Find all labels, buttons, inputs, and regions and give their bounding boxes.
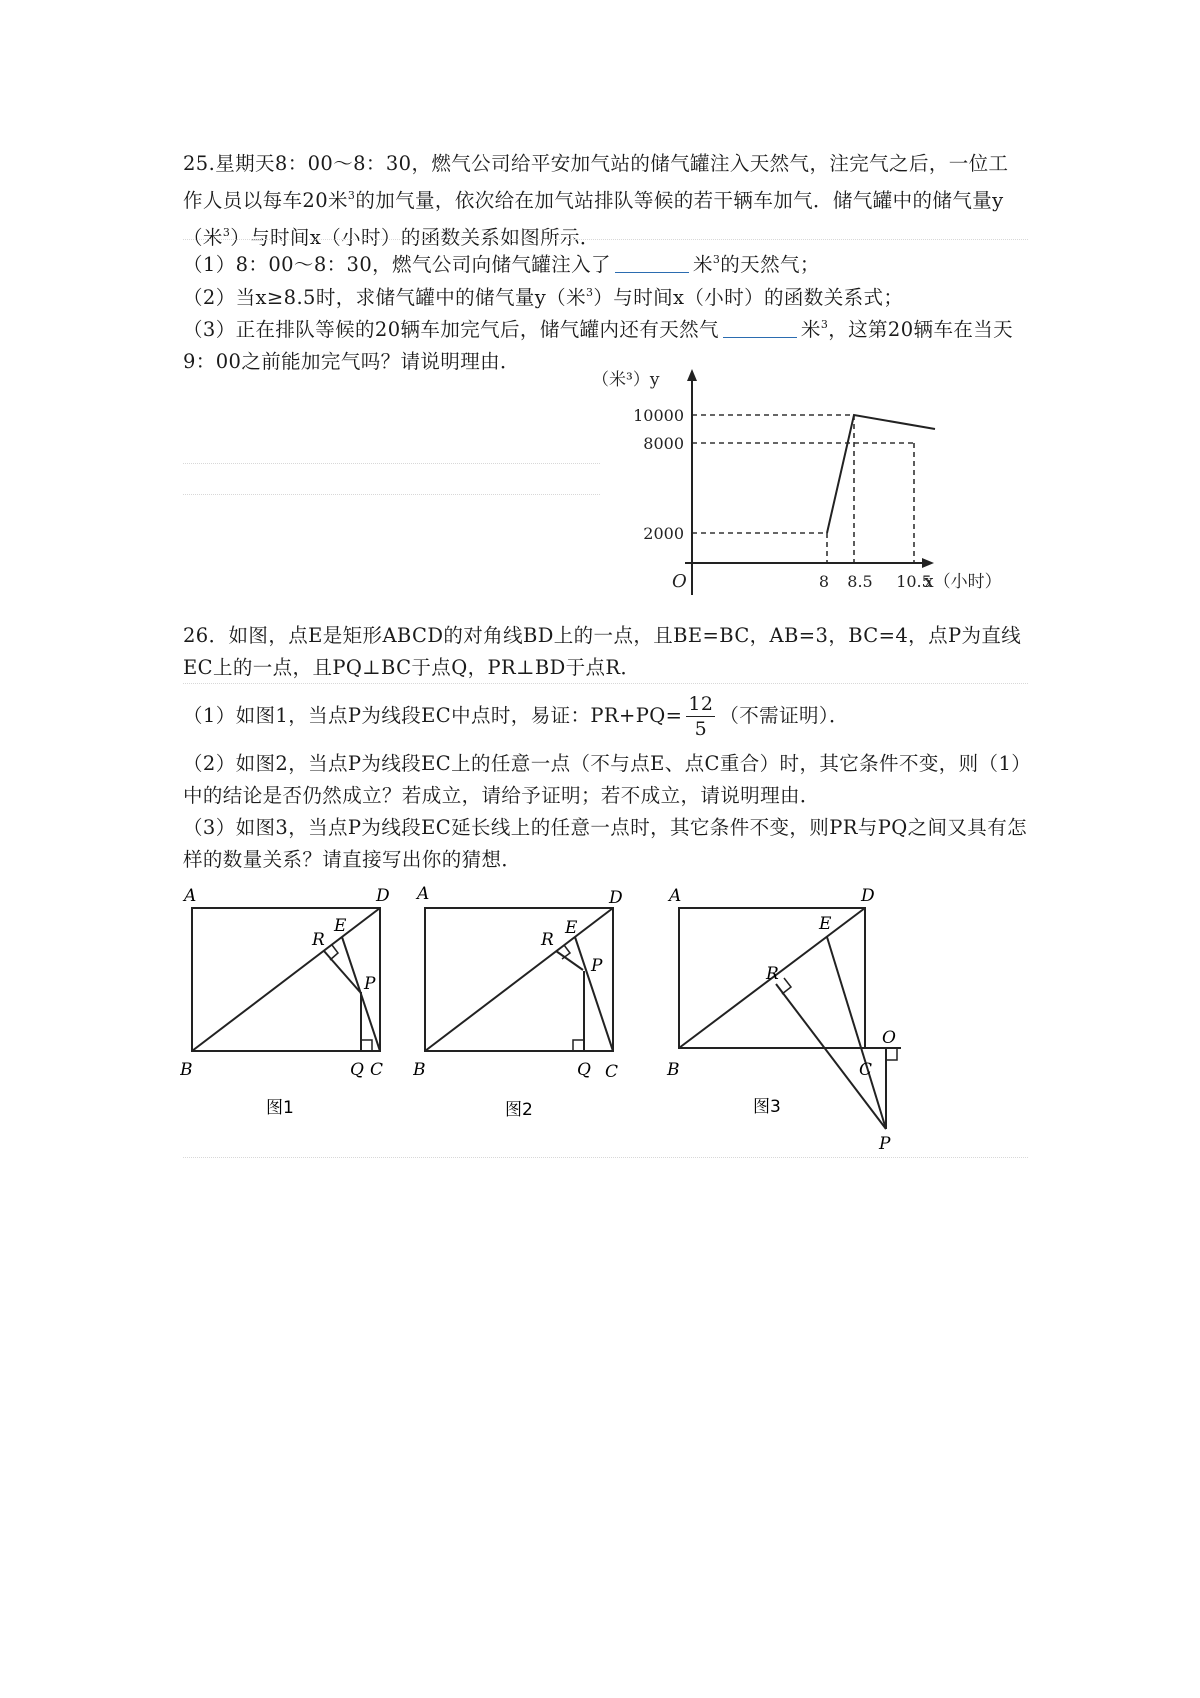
- right-angle-mark-o: [886, 1048, 897, 1060]
- q25-part1-sup: 3: [712, 253, 721, 266]
- q25-part1-unit: 米: [692, 253, 713, 276]
- q26-intro: [183, 620, 1028, 684]
- q26-part1-end: （不需证明）．: [719, 704, 849, 727]
- dotted-divider: [183, 1157, 1028, 1158]
- fraction-numerator: 12: [688, 693, 714, 715]
- label-a: A: [184, 886, 197, 906]
- q26-part3-text: （3）如图3，当点P为线段EC延长线上的任意一点时，其它条件不变，则PR与PQ之间又具有怎样的数量关系？请直接写出你的猜想．: [183, 816, 1027, 871]
- q25-part3-unit: 米: [800, 318, 821, 341]
- label-b: B: [667, 1060, 680, 1080]
- x-tick-label: 8.5: [847, 572, 873, 591]
- label-p: P: [591, 956, 603, 976]
- label-r: R: [312, 930, 325, 950]
- label-p: P: [879, 1134, 891, 1154]
- dotted-divider: [183, 239, 1028, 240]
- chart-guide-lines: [692, 415, 914, 563]
- figure-3-caption: 图3: [753, 1097, 781, 1117]
- label-e: E: [819, 914, 832, 934]
- label-c: C: [605, 1062, 619, 1082]
- x-tick-label: 10.5: [896, 572, 932, 591]
- label-e: E: [565, 918, 578, 938]
- q25-part3-sup: 3: [820, 318, 829, 331]
- label-q: Q: [350, 1060, 364, 1080]
- label-b: B: [180, 1060, 193, 1080]
- label-q: Q: [577, 1060, 591, 1080]
- figure-1-caption: 图1: [266, 1098, 294, 1118]
- q25-sup2: 3: [222, 226, 231, 239]
- q25-intro-cont: 的加气量，依次给在加气站排队等候的若干辆车加气．储气罐中的储气量y（米: [183, 189, 1004, 249]
- label-c: C: [370, 1060, 384, 1080]
- diagonal-bd: [192, 908, 380, 1051]
- label-d: D: [609, 888, 623, 908]
- dotted-divider: [183, 683, 1028, 684]
- fraction-denominator: 5: [694, 718, 708, 740]
- q26-part2-text: （2）如图2，当点P为线段EC上的任意一点（不与点E、点C重合）时，其它条件不变，则（1）中的结论是否仍然成立？若成立，请给予证明；若不成立，请说明理由．: [183, 752, 1022, 807]
- q25-part2-end: ）与时间x（小时）的函数关系式；: [593, 286, 904, 309]
- dotted-divider: [183, 494, 600, 495]
- q26-part1: [183, 688, 1028, 744]
- figure-2-caption: 图2: [505, 1100, 533, 1120]
- segment-pr: [324, 951, 360, 992]
- q25-intro-end: ）与时间x（小时）的函数关系如图所示．: [230, 226, 600, 249]
- q25-part3-end: ，这第20辆车在当天9：00之前能加完气吗？请说明理由．: [183, 318, 1014, 373]
- segment-pr: [776, 984, 886, 1129]
- x-axis-arrow-icon: [922, 558, 934, 568]
- segment-ec: [575, 937, 613, 1051]
- chart-y-label: （米³）y: [592, 370, 660, 390]
- q26-intro-text: 26．如图，点E是矩形ABCD的对角线BD上的一点，且BE=BC，AB=3，BC=4，点P为直线EC上的一点，且PQ⊥BC于点Q，PR⊥BD于点R．: [183, 624, 1022, 679]
- label-p: P: [364, 974, 376, 994]
- segment-ep: [827, 937, 886, 1129]
- y-tick-label: 2000: [643, 524, 684, 543]
- q25-part1-end: 的天然气；: [720, 253, 820, 276]
- label-a: A: [669, 886, 682, 906]
- y-tick-label: 8000: [643, 434, 684, 453]
- chart-x-label: x（小时）: [924, 572, 1002, 592]
- q25-part2-text: （2）当x≥8.5时，求储气罐中的储气量y（米: [183, 286, 586, 309]
- right-angle-mark-q: [361, 1040, 372, 1051]
- q25-part1-text: （1）8：00～8：30，燃气公司向储气罐注入了: [183, 253, 611, 276]
- q25-sup: 3: [347, 189, 356, 202]
- figure-2: [413, 885, 633, 1125]
- q26-part3: [183, 812, 1028, 876]
- label-d: D: [376, 886, 390, 906]
- q25-intro-text: 25.星期天8：00～8：30，燃气公司给平安加气站的储气罐注入天然气，注完气之后，一位工作人员以每车20米: [183, 152, 1009, 212]
- label-r: R: [541, 930, 554, 950]
- label-c: C: [859, 1060, 873, 1080]
- dotted-divider: [183, 463, 600, 464]
- answer-blank-1[interactable]: [615, 252, 689, 273]
- x-tick-label: 8: [818, 572, 830, 591]
- q25-part3-text: （3）正在排队等候的20辆车加完气后，储气罐内还有天然气: [183, 318, 719, 341]
- q26-part1-text: （1）如图1，当点P为线段EC中点时，易证：PR+PQ=: [183, 704, 683, 727]
- q26-part2: [183, 748, 1028, 812]
- answer-blank-2[interactable]: [723, 317, 797, 338]
- chart-series-line: [827, 415, 935, 533]
- y-tick-label: 10000: [633, 406, 684, 425]
- label-d: D: [861, 886, 875, 906]
- fraction-12-5: [686, 692, 715, 741]
- label-o: O: [882, 1028, 896, 1048]
- y-axis-arrow-icon: [687, 369, 697, 381]
- label-r: R: [766, 964, 779, 984]
- right-angle-mark-q: [573, 1040, 584, 1051]
- right-angle-mark-r: [782, 978, 791, 994]
- label-b: B: [413, 1060, 426, 1080]
- figure-1: [180, 885, 400, 1125]
- label-a: A: [417, 885, 430, 904]
- chart-origin-label: O: [672, 571, 687, 592]
- q25-part2-sup: 3: [585, 286, 594, 299]
- q25-part1: [183, 244, 1028, 281]
- figure-3: [665, 885, 925, 1155]
- gas-volume-chart: [590, 365, 1020, 605]
- label-e: E: [334, 916, 347, 936]
